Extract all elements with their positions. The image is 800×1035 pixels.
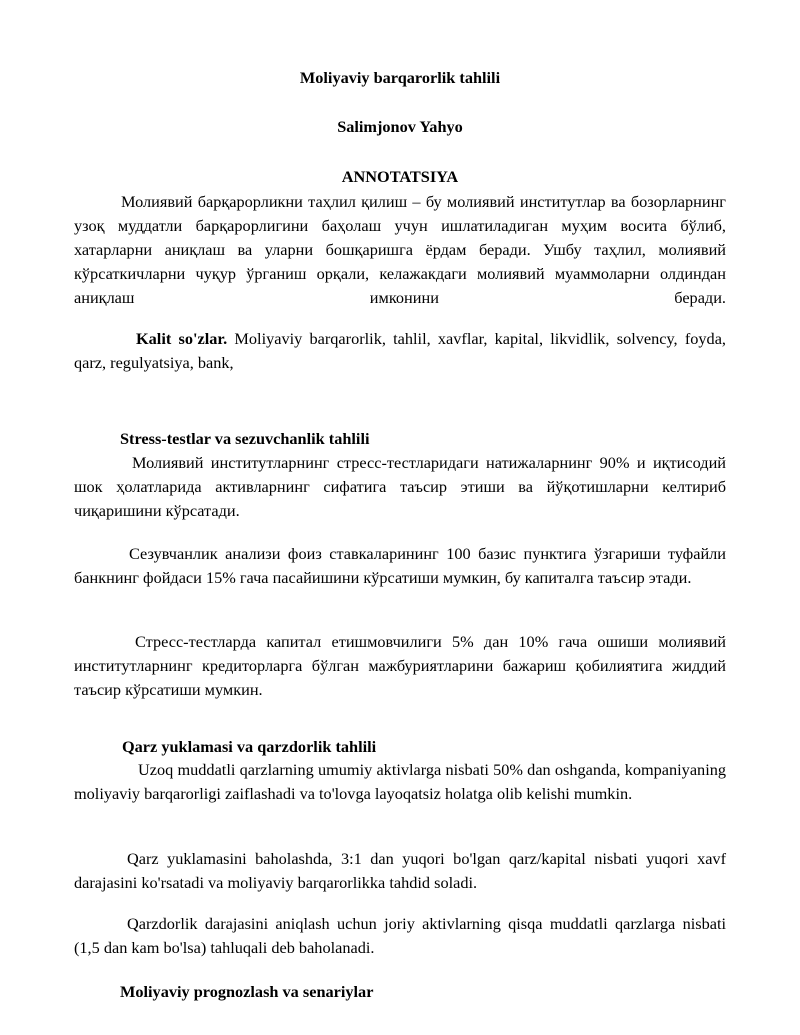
section-paragraph: Uzoq muddatli qarzlarning umumiy aktivlarga nisbati 50% dan oshganda, kompaniyaning moliyaviy barqarorligi zaiflashadi va to'lovga layoqatsiz holatga olib kelishi mumkin. [74,760,726,803]
section-paragraph: Сезувчанлик анализи фоиз ставкаларининг 100 базис пунктига ўзгариши туфайли банкнинг фойдаси 15% гача пасайишини кўрсатиши мумкин, бу капиталга таъсир этади. [74,544,726,587]
section-paragraph: Qarz yuklamasini baholashda, 3:1 dan yuqori bo'lgan qarz/kapital nisbati yuqori xavf darajasini ko'rsatadi va moliyaviy barqarorlikka tahdid soladi. [74,849,726,892]
section-heading-stress-tests: Stress-testlar va sezuvchanlik tahlili [120,429,370,448]
keywords-label: Kalit so'zlar. [136,329,228,348]
document-page [74,0,726,1035]
section-paragraph: Стресс-тестларда капитал етишмовчилиги 5% дан 10% гача ошиши молиявий институтларнинг кредиторларга бўлган мажбуриятларини бажариш қобилиятига жиддий таъсир кўрсатиши мумкин. [74,632,726,699]
document-title: Moliyaviy barqarorlik tahlili [299,68,501,87]
keywords-paragraph [74,327,726,375]
annotation-heading: ANNOTATSIYA [341,167,459,186]
author-name: Salimjonov Yahyo [337,117,463,136]
annotation-paragraph: Молиявий барқарорликни таҳлил қилиш – бу молиявий институтлар ва бозорларнинг узоқ муддатли барқарорлигини баҳолаш учун ишлатиладиган муҳим восита бўлиб, хатарларни аниқлаш ва уларни бошқаришга ёрдам беради. Ушбу таҳлил, молиявий кўрсаткичларни чуқур ўрганиш орқали, келажакдаги молиявий муаммоларни олдиндан аниқлаш имконини беради. [74,192,726,307]
section-paragraph: Qarzdorlik darajasini aniqlash uchun joriy aktivlarning qisqa muddatli qarzlarga nisbati (1,5 dan kam bo'lsa) tahluqali deb baholanadi. [74,914,726,957]
keywords-text: Moliyaviy barqarorlik, tahlil, xavflar, kapital, likvidlik, solvency, foyda, qarz, regulyatsiya, bank, [74,329,726,372]
section-paragraph: Молиявий институтларнинг стресс-тестларидаги натижаларнинг 90% и иқтисодий шок ҳолатларида активларнинг сифатига таъсир этиши ва йўқотишларни келтириб чиқаришини кўрсатади. [74,453,726,520]
section-heading-forecasting: Moliyaviy prognozlash va senariylar [120,982,374,1001]
section-heading-debt-load: Qarz yuklamasi va qarzdorlik tahlili [122,737,377,756]
